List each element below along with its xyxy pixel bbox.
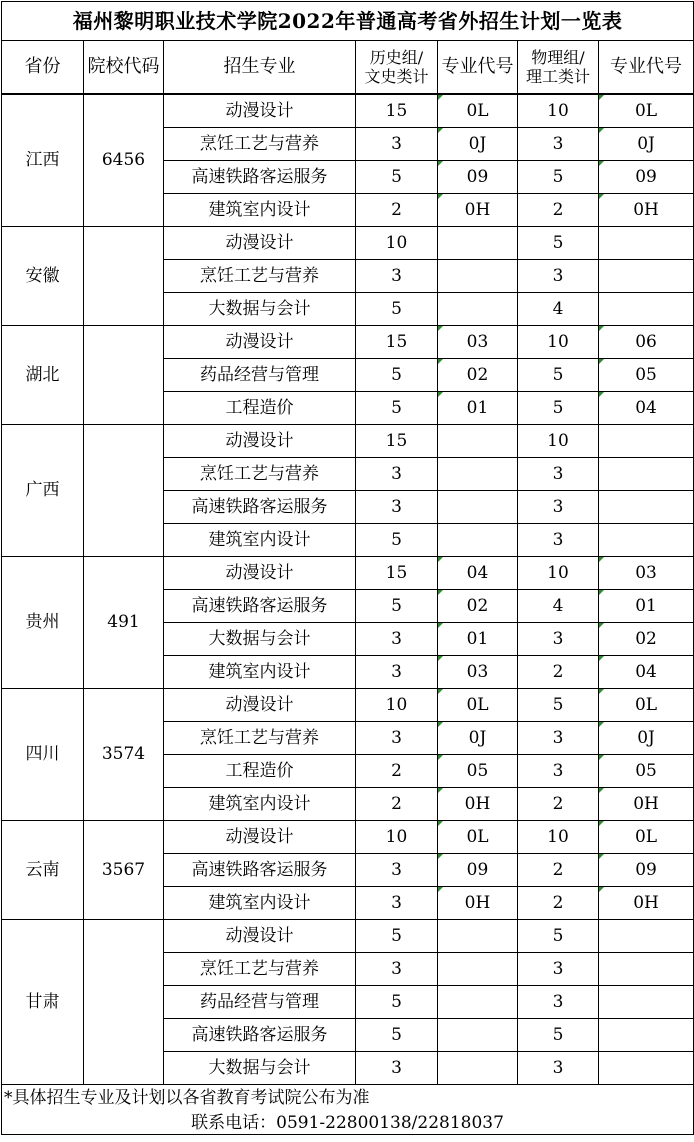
header-history-plan <box>356 41 438 95</box>
history-plan-cell: 3 <box>356 491 438 524</box>
history-code-cell: 04 <box>438 557 518 590</box>
physics-code-cell: 0L <box>599 94 694 128</box>
history-code-cell: 03 <box>438 656 518 689</box>
physics-code-cell <box>599 986 694 1019</box>
history-plan-cell: 5 <box>356 293 438 326</box>
history-code-cell <box>438 986 518 1019</box>
major-cell: 建筑室内设计 <box>164 524 356 557</box>
header-major: 招生专业 <box>164 41 356 95</box>
header-school-code: 院校代码 <box>84 41 164 95</box>
history-plan-cell: 5 <box>356 524 438 557</box>
major-cell: 动漫设计 <box>164 821 356 854</box>
physics-plan-cell: 10 <box>518 94 599 128</box>
header-row <box>2 41 694 95</box>
physics-code-cell <box>599 524 694 557</box>
physics-code-cell <box>599 1019 694 1052</box>
history-code-cell <box>438 260 518 293</box>
physics-code-cell <box>599 1052 694 1085</box>
history-code-cell: 0H <box>438 788 518 821</box>
header-province: 省份 <box>2 41 84 95</box>
major-cell: 烹饪工艺与营养 <box>164 953 356 986</box>
major-cell: 建筑室内设计 <box>164 788 356 821</box>
physics-plan-cell: 3 <box>518 260 599 293</box>
history-plan-cell: 3 <box>356 260 438 293</box>
physics-code-cell <box>599 260 694 293</box>
history-plan-cell: 5 <box>356 161 438 194</box>
header-history-line2: 文史类计 <box>364 67 429 86</box>
major-cell: 烹饪工艺与营养 <box>164 128 356 161</box>
major-cell: 建筑室内设计 <box>164 656 356 689</box>
province-cell: 安徽 <box>2 227 84 326</box>
enrollment-plan-table <box>1 1 694 1135</box>
history-code-cell: 03 <box>438 326 518 359</box>
history-code-cell <box>438 425 518 458</box>
physics-code-cell: 04 <box>599 392 694 425</box>
table-row <box>2 689 694 722</box>
history-plan-cell: 3 <box>356 458 438 491</box>
physics-plan-cell: 3 <box>518 458 599 491</box>
physics-plan-cell: 5 <box>518 161 599 194</box>
physics-plan-cell: 5 <box>518 1019 599 1052</box>
school-code-cell <box>84 326 164 425</box>
physics-code-cell: 0J <box>599 722 694 755</box>
history-plan-cell: 5 <box>356 986 438 1019</box>
major-cell: 动漫设计 <box>164 227 356 260</box>
physics-plan-cell: 2 <box>518 788 599 821</box>
table-row <box>2 94 694 128</box>
history-code-cell <box>438 293 518 326</box>
header-physics-code: 专业代号 <box>599 41 694 95</box>
physics-plan-cell: 4 <box>518 293 599 326</box>
physics-code-cell: 0H <box>599 788 694 821</box>
history-plan-cell: 3 <box>356 128 438 161</box>
history-plan-cell: 2 <box>356 755 438 788</box>
history-code-cell: 05 <box>438 755 518 788</box>
physics-code-cell: 01 <box>599 590 694 623</box>
major-cell: 工程造价 <box>164 392 356 425</box>
history-code-cell: 02 <box>438 590 518 623</box>
major-cell: 工程造价 <box>164 755 356 788</box>
header-history-line1: 历史组/ <box>369 48 424 67</box>
physics-code-cell: 0L <box>599 689 694 722</box>
history-plan-cell: 3 <box>356 887 438 920</box>
history-plan-cell: 3 <box>356 623 438 656</box>
physics-code-cell <box>599 491 694 524</box>
major-cell: 药品经营与管理 <box>164 986 356 1019</box>
physics-plan-cell: 5 <box>518 392 599 425</box>
physics-plan-cell: 5 <box>518 920 599 953</box>
major-cell: 烹饪工艺与营养 <box>164 722 356 755</box>
school-code-cell <box>84 425 164 557</box>
header-physics-line2: 理工类计 <box>525 67 590 86</box>
header-physics-plan <box>518 41 599 95</box>
table-title: 福州黎明职业技术学院2022年普通高考省外招生计划一览表 <box>2 2 694 41</box>
major-cell: 动漫设计 <box>164 557 356 590</box>
major-cell: 动漫设计 <box>164 689 356 722</box>
physics-plan-cell: 2 <box>518 854 599 887</box>
history-code-cell <box>438 458 518 491</box>
history-plan-cell: 10 <box>356 227 438 260</box>
physics-code-cell <box>599 425 694 458</box>
history-plan-cell: 3 <box>356 656 438 689</box>
history-code-cell: 0L <box>438 689 518 722</box>
major-cell: 高速铁路客运服务 <box>164 491 356 524</box>
physics-code-cell: 02 <box>599 623 694 656</box>
physics-code-cell <box>599 227 694 260</box>
history-code-cell: 01 <box>438 392 518 425</box>
history-code-cell <box>438 920 518 953</box>
major-cell: 大数据与会计 <box>164 293 356 326</box>
physics-code-cell: 09 <box>599 854 694 887</box>
history-plan-cell: 5 <box>356 590 438 623</box>
province-cell: 甘肃 <box>2 920 84 1085</box>
physics-code-cell: 0J <box>599 128 694 161</box>
major-cell: 建筑室内设计 <box>164 194 356 227</box>
physics-code-cell <box>599 458 694 491</box>
physics-plan-cell: 3 <box>518 986 599 1019</box>
province-cell: 贵州 <box>2 557 84 689</box>
physics-code-cell: 03 <box>599 557 694 590</box>
physics-code-cell <box>599 920 694 953</box>
physics-plan-cell: 3 <box>518 491 599 524</box>
physics-code-cell: 06 <box>599 326 694 359</box>
physics-plan-cell: 4 <box>518 590 599 623</box>
major-cell: 高速铁路客运服务 <box>164 854 356 887</box>
physics-code-cell: 09 <box>599 161 694 194</box>
history-plan-cell: 15 <box>356 94 438 128</box>
physics-plan-cell: 2 <box>518 656 599 689</box>
history-plan-cell: 15 <box>356 557 438 590</box>
physics-plan-cell: 10 <box>518 425 599 458</box>
footnote: *具体招生专业及计划以各省教育考试院公布为准 <box>2 1085 694 1113</box>
table-row <box>2 326 694 359</box>
header-physics-line1: 物理组/ <box>531 48 585 67</box>
school-code-cell: 491 <box>84 557 164 689</box>
physics-plan-cell: 10 <box>518 821 599 854</box>
province-cell: 四川 <box>2 689 84 821</box>
table-body <box>2 2 694 1085</box>
table-row <box>2 821 694 854</box>
physics-plan-cell: 3 <box>518 524 599 557</box>
history-plan-cell: 10 <box>356 689 438 722</box>
major-cell: 建筑室内设计 <box>164 887 356 920</box>
major-cell: 大数据与会计 <box>164 623 356 656</box>
province-cell: 湖北 <box>2 326 84 425</box>
physics-code-cell: 0L <box>599 821 694 854</box>
physics-code-cell <box>599 293 694 326</box>
table-row <box>2 425 694 458</box>
history-code-cell: 0H <box>438 194 518 227</box>
physics-plan-cell: 2 <box>518 887 599 920</box>
history-plan-cell: 3 <box>356 854 438 887</box>
physics-plan-cell: 3 <box>518 722 599 755</box>
school-code-cell: 3567 <box>84 821 164 920</box>
history-code-cell <box>438 1019 518 1052</box>
history-code-cell: 0L <box>438 821 518 854</box>
history-plan-cell: 2 <box>356 788 438 821</box>
major-cell: 药品经营与管理 <box>164 359 356 392</box>
physics-code-cell <box>599 953 694 986</box>
table-row <box>2 557 694 590</box>
school-code-cell: 6456 <box>84 94 164 227</box>
history-code-cell <box>438 227 518 260</box>
major-cell: 动漫设计 <box>164 920 356 953</box>
history-plan-cell: 10 <box>356 821 438 854</box>
physics-code-cell: 05 <box>599 359 694 392</box>
history-code-cell: 09 <box>438 161 518 194</box>
major-cell: 高速铁路客运服务 <box>164 161 356 194</box>
major-cell: 动漫设计 <box>164 425 356 458</box>
physics-code-cell: 04 <box>599 656 694 689</box>
physics-plan-cell: 3 <box>518 623 599 656</box>
history-code-cell: 0J <box>438 128 518 161</box>
physics-code-cell: 0H <box>599 194 694 227</box>
physics-code-cell: 0H <box>599 887 694 920</box>
physics-plan-cell: 10 <box>518 557 599 590</box>
table-row <box>2 227 694 260</box>
history-code-cell: 09 <box>438 854 518 887</box>
major-cell: 动漫设计 <box>164 94 356 128</box>
physics-plan-cell: 3 <box>518 1052 599 1085</box>
history-code-cell <box>438 953 518 986</box>
history-plan-cell: 5 <box>356 392 438 425</box>
province-cell: 江西 <box>2 94 84 227</box>
physics-plan-cell: 2 <box>518 194 599 227</box>
major-cell: 烹饪工艺与营养 <box>164 458 356 491</box>
physics-plan-cell: 10 <box>518 326 599 359</box>
history-plan-cell: 3 <box>356 953 438 986</box>
province-cell: 广西 <box>2 425 84 557</box>
physics-plan-cell: 3 <box>518 953 599 986</box>
history-code-cell: 0L <box>438 94 518 128</box>
history-code-cell: 01 <box>438 623 518 656</box>
history-code-cell: 02 <box>438 359 518 392</box>
major-cell: 烹饪工艺与营养 <box>164 260 356 293</box>
major-cell: 动漫设计 <box>164 326 356 359</box>
header-history-code: 专业代号 <box>438 41 518 95</box>
physics-plan-cell: 5 <box>518 227 599 260</box>
major-cell: 大数据与会计 <box>164 1052 356 1085</box>
history-plan-cell: 15 <box>356 425 438 458</box>
history-code-cell: 0J <box>438 722 518 755</box>
major-cell: 高速铁路客运服务 <box>164 1019 356 1052</box>
history-plan-cell: 5 <box>356 920 438 953</box>
province-cell: 云南 <box>2 821 84 920</box>
physics-plan-cell: 5 <box>518 359 599 392</box>
history-plan-cell: 3 <box>356 1052 438 1085</box>
physics-plan-cell: 3 <box>518 128 599 161</box>
history-code-cell: 0H <box>438 887 518 920</box>
school-code-cell: 3574 <box>84 689 164 821</box>
history-code-cell <box>438 524 518 557</box>
history-plan-cell: 5 <box>356 1019 438 1052</box>
history-plan-cell: 5 <box>356 359 438 392</box>
school-code-cell <box>84 227 164 326</box>
history-plan-cell: 15 <box>356 326 438 359</box>
table-row <box>2 920 694 953</box>
history-code-cell <box>438 491 518 524</box>
history-plan-cell: 3 <box>356 722 438 755</box>
contact-phone: 联系电话：0591-22800138/22818037 <box>2 1112 694 1135</box>
school-code-cell <box>84 920 164 1085</box>
physics-plan-cell: 5 <box>518 689 599 722</box>
history-code-cell <box>438 1052 518 1085</box>
physics-code-cell: 05 <box>599 755 694 788</box>
major-cell: 高速铁路客运服务 <box>164 590 356 623</box>
physics-plan-cell: 3 <box>518 755 599 788</box>
history-plan-cell: 2 <box>356 194 438 227</box>
